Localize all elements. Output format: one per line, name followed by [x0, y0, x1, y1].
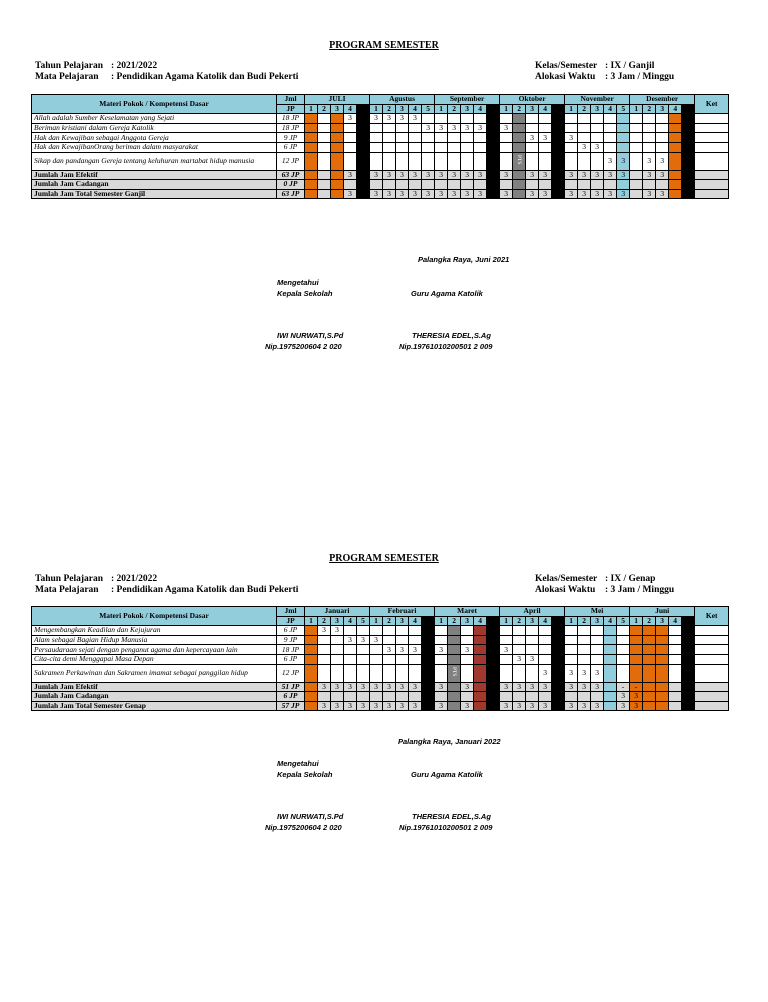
materi-cell: Beriman kristiani dalam Gereja Katolik [32, 123, 277, 133]
week-number: 2 [383, 616, 396, 626]
jp-cell: 12 JP [277, 152, 305, 170]
pts-label: PTS [516, 155, 523, 165]
schedule-cell: 3 [617, 152, 630, 170]
header-ket: Ket [695, 95, 729, 114]
schedule-cell: 3 [630, 692, 643, 702]
schedule-cell: - [630, 682, 643, 692]
month-header: Agustus [370, 95, 435, 105]
schedule-cell: 3 [656, 189, 669, 199]
kepala-sekolah-label: Kepala Sekolah [277, 770, 333, 779]
month-header: Maret [435, 607, 500, 617]
schedule-cell: 3 [383, 189, 396, 199]
week-number [682, 616, 695, 626]
week-number: 4 [539, 616, 552, 626]
schedule-cell: 3 [578, 701, 591, 711]
sum-efektif-label: Jumlah Jam Efektif [32, 170, 277, 180]
week-number: 3 [526, 616, 539, 626]
schedule-cell: 3 [409, 645, 422, 655]
jp-cell: 9 JP [277, 635, 305, 645]
guru-name: THERESIA EDEL,S.Ag [412, 331, 491, 340]
schedule-cell: 3 [539, 133, 552, 143]
schedule-cell: 3 [461, 682, 474, 692]
week-number: 4 [409, 616, 422, 626]
schedule-cell: 3 [357, 635, 370, 645]
schedule-cell: 3 [539, 701, 552, 711]
schedule-cell: 3 [344, 114, 357, 124]
schedule-cell: 3 [461, 123, 474, 133]
materi-cell: Hak dan KewajibanOrang beriman dalam masyarakat [32, 142, 277, 152]
week-number [487, 616, 500, 626]
schedule-cell: 3 [578, 189, 591, 199]
schedule-cell: 3 [643, 189, 656, 199]
schedule-cell: 3 [591, 701, 604, 711]
schedule-cell: 3 [513, 701, 526, 711]
schedule-cell: 3 [630, 701, 643, 711]
pts-label: PTS [451, 667, 458, 677]
materi-cell: Cita-cita demi Menggapai Masa Depan [32, 654, 277, 664]
month-header: Juni [630, 607, 695, 617]
schedule-cell: 3 [461, 701, 474, 711]
materi-cell: Hak dan Kewajiban sebagai Anggota Gereja [32, 133, 277, 143]
schedule-cell: 3 [344, 189, 357, 199]
schedule-cell: 3 [435, 645, 448, 655]
schedule-cell: 3 [344, 635, 357, 645]
jp-cell: 6 JP [277, 626, 305, 636]
week-number: 1 [305, 104, 318, 114]
tahun-label: Tahun Pelajaran [35, 61, 104, 71]
week-number: 1 [500, 616, 513, 626]
header-jp: JP [277, 104, 305, 114]
schedule-cell: 3 [396, 682, 409, 692]
schedule-cell: 3 [617, 189, 630, 199]
week-number: 1 [435, 616, 448, 626]
schedule-cell: 3 [422, 170, 435, 180]
schedule-cell: 3 [513, 654, 526, 664]
schedule-cell: 3 [500, 123, 513, 133]
month-header: Oktober [500, 95, 565, 105]
schedule-cell: 3 [526, 189, 539, 199]
jp-cell: 9 JP [277, 133, 305, 143]
schedule-cell: 3 [331, 626, 344, 636]
month-header: Desember [630, 95, 695, 105]
header-materi: Materi Pokok / Kompetensi Dasar [32, 95, 277, 114]
jp-cell: 18 JP [277, 123, 305, 133]
schedule-cell: 3 [318, 626, 331, 636]
sum-total-jp: 57 JP [277, 701, 305, 711]
materi-cell: Persaudaraan sejati dengan penganut agama dan kepercayaan lain [32, 645, 277, 655]
schedule-cell: 3 [578, 142, 591, 152]
kepala-nip: Nip.1975200604 2 020 [265, 342, 342, 351]
week-number: 1 [565, 616, 578, 626]
jp-cell: 6 JP [277, 654, 305, 664]
sum-efektif-jp: 63 JP [277, 170, 305, 180]
week-number: 2 [318, 616, 331, 626]
schedule-cell: 3 [396, 189, 409, 199]
guru-label: Guru Agama Katolik [411, 289, 483, 298]
week-number: 3 [461, 104, 474, 114]
schedule-cell: 3 [383, 645, 396, 655]
schedule-cell: 3 [604, 152, 617, 170]
tahun-value: : 2021/2022 [111, 574, 158, 584]
week-number: 2 [643, 104, 656, 114]
week-number: 2 [578, 616, 591, 626]
week-number: 3 [331, 104, 344, 114]
schedule-cell: 3 [578, 170, 591, 180]
schedule-cell: 3 [370, 701, 383, 711]
schedule-cell: 3 [565, 701, 578, 711]
schedule-cell: 3 [344, 682, 357, 692]
kepala-name: IWI NURWATI,S.Pd [277, 812, 344, 821]
schedule-cell: 3 [565, 133, 578, 143]
schedule-cell: 3 [461, 170, 474, 180]
schedule-cell: 3 [370, 635, 383, 645]
week-number: 4 [344, 104, 357, 114]
schedule-cell: - [617, 682, 630, 692]
week-number: 3 [461, 616, 474, 626]
month-header: JULI [305, 95, 370, 105]
tahun-value: : 2021/2022 [111, 61, 158, 71]
schedule-cell: 3 [617, 701, 630, 711]
schedule-cell: 3 [526, 654, 539, 664]
jp-cell: 6 JP [277, 142, 305, 152]
schedule-cell: 3 [656, 170, 669, 180]
schedule-cell: 3 [370, 682, 383, 692]
header-ket: Ket [695, 607, 729, 626]
schedule-cell: 3 [565, 664, 578, 682]
sum-cadangan-jp: 6 JP [277, 692, 305, 702]
schedule-cell: 3 [578, 664, 591, 682]
week-number: 3 [591, 104, 604, 114]
place-date: Palangka Raya, Januari 2022 [398, 737, 501, 746]
schedule-cell: 3 [409, 114, 422, 124]
guru-nip: Nip.19761010200501 2 009 [399, 342, 493, 351]
week-number: 5 [617, 616, 630, 626]
week-number: 1 [565, 104, 578, 114]
week-number: 3 [396, 616, 409, 626]
page-title: PROGRAM SEMESTER [329, 40, 439, 51]
week-number [422, 616, 435, 626]
schedule-cell: 3 [604, 170, 617, 180]
schedule-cell: 3 [383, 682, 396, 692]
week-number: 2 [448, 616, 461, 626]
header-info-right [535, 574, 674, 596]
schedule-cell: 3 [383, 701, 396, 711]
schedule-cell: 3 [396, 114, 409, 124]
week-number: 1 [305, 616, 318, 626]
schedule-cell: 3 [591, 682, 604, 692]
alokasi-label: Alokasi Waktu [535, 72, 596, 82]
schedule-cell: 3 [539, 189, 552, 199]
schedule-cell: 3 [370, 114, 383, 124]
materi-cell: Alam sebagai Bagian Hidup Manusia [32, 635, 277, 645]
header-info-right [535, 61, 674, 83]
schedule-cell: 3 [435, 189, 448, 199]
schedule-cell: 3 [435, 682, 448, 692]
schedule-cell: 3 [383, 170, 396, 180]
mapel-value: : Pendidikan Agama Katolik dan Budi Pekerti [111, 585, 299, 595]
guru-nip: Nip.19761010200501 2 009 [399, 823, 493, 832]
week-number: 4 [344, 616, 357, 626]
month-header: November [565, 95, 630, 105]
schedule-cell: 3 [474, 170, 487, 180]
schedule-cell: 3 [617, 170, 630, 180]
schedule-cell: 3 [344, 170, 357, 180]
sum-total-label: Jumlah Jam Total Semester Ganjil [32, 189, 277, 199]
kepala-sekolah-label: Kepala Sekolah [277, 289, 333, 298]
schedule-cell: 3 [591, 142, 604, 152]
mapel-label: Mata Pelajaran [35, 72, 99, 82]
schedule-cell: 3 [461, 189, 474, 199]
week-number: 2 [448, 104, 461, 114]
header-jml: Jml [277, 95, 305, 105]
week-number: 3 [331, 616, 344, 626]
schedule-cell: 3 [422, 189, 435, 199]
schedule-cell: 3 [396, 701, 409, 711]
schedule-cell: 3 [357, 701, 370, 711]
schedule-cell: 3 [409, 682, 422, 692]
alokasi-value: : 3 Jam / Minggu [605, 585, 675, 595]
week-number: 1 [370, 104, 383, 114]
schedule-cell: 3 [448, 170, 461, 180]
mengetahui-label: Mengetahui [277, 278, 319, 287]
week-number: 4 [604, 616, 617, 626]
week-number: 3 [396, 104, 409, 114]
alokasi-label: Alokasi Waktu [535, 585, 596, 595]
week-number: 2 [513, 616, 526, 626]
schedule-cell: 3 [643, 152, 656, 170]
schedule-cell: 3 [526, 170, 539, 180]
kepala-nip: Nip.1975200604 2 020 [265, 823, 342, 832]
schedule-cell: 3 [526, 701, 539, 711]
week-number [487, 104, 500, 114]
schedule-cell: 3 [370, 189, 383, 199]
mapel-label: Mata Pelajaran [35, 585, 99, 595]
week-number: 4 [604, 104, 617, 114]
sum-cadangan-label: Jumlah Jam Cadangan [32, 692, 277, 702]
week-number: 1 [630, 616, 643, 626]
week-number: 2 [383, 104, 396, 114]
schedule-cell: 3 [383, 114, 396, 124]
month-header: September [435, 95, 500, 105]
schedule-cell: 3 [526, 682, 539, 692]
guru-label: Guru Agama Katolik [411, 770, 483, 779]
week-number: 1 [370, 616, 383, 626]
sum-total-label: Jumlah Jam Total Semester Genap [32, 701, 277, 711]
header-info-left [35, 574, 298, 596]
schedule-cell: 3 [500, 189, 513, 199]
mapel-value: : Pendidikan Agama Katolik dan Budi Pekerti [111, 72, 299, 82]
schedule-cell: 3 [448, 189, 461, 199]
month-header: Januari [305, 607, 370, 617]
week-number [682, 104, 695, 114]
schedule-cell: 3 [409, 701, 422, 711]
header-jp: JP [277, 616, 305, 626]
week-number [552, 104, 565, 114]
schedule-cell: 3 [357, 682, 370, 692]
kelas-value: : IX / Ganjil [605, 61, 655, 71]
schedule-cell: 3 [565, 682, 578, 692]
week-number: 4 [474, 616, 487, 626]
sum-total-jp: 63 JP [277, 189, 305, 199]
schedule-cell: 3 [474, 189, 487, 199]
schedule-cell: 3 [318, 701, 331, 711]
schedule-cell: 3 [331, 701, 344, 711]
schedule-cell: 3 [539, 664, 552, 682]
alokasi-value: : 3 Jam / Minggu [605, 72, 675, 82]
week-number: 1 [630, 104, 643, 114]
kelas-label: Kelas/Semester [535, 61, 598, 71]
sum-efektif-jp: 51 JP [277, 682, 305, 692]
schedule-cell: 3 [500, 701, 513, 711]
kelas-value: : IX / Genap [605, 574, 656, 584]
schedule-cell: 3 [578, 682, 591, 692]
schedule-cell: 3 [409, 170, 422, 180]
sum-cadangan-jp: 0 JP [277, 180, 305, 190]
schedule-cell: 3 [370, 170, 383, 180]
schedule-cell: 3 [539, 682, 552, 692]
tahun-label: Tahun Pelajaran [35, 574, 104, 584]
schedule-cell: 3 [435, 170, 448, 180]
week-number: 2 [578, 104, 591, 114]
sum-cadangan-label: Jumlah Jam Cadangan [32, 180, 277, 190]
week-number: 4 [474, 104, 487, 114]
week-number: 3 [591, 616, 604, 626]
kepala-name: IWI NURWATI,S.Pd [277, 331, 344, 340]
sum-efektif-label: Jumlah Jam Efektif [32, 682, 277, 692]
materi-cell: Sikap dan pandangan Gereja tentang keluhuran martabat hidup manusia [32, 152, 277, 170]
week-number: 2 [513, 104, 526, 114]
schedule-cell: 3 [448, 123, 461, 133]
materi-cell: Sakramen Perkawinan dan Sakramen imamat sebagai panggilan hidup [32, 664, 277, 682]
schedule-table-ganjil [31, 94, 729, 199]
schedule-cell: 3 [513, 682, 526, 692]
month-header: Mei [565, 607, 630, 617]
schedule-cell: 3 [396, 645, 409, 655]
week-number: 5 [617, 104, 630, 114]
place-date: Palangka Raya, Juni 2021 [418, 255, 510, 264]
week-number: 1 [435, 104, 448, 114]
schedule-cell: 3 [331, 682, 344, 692]
jp-cell: 18 JP [277, 114, 305, 124]
schedule-cell: 3 [409, 189, 422, 199]
schedule-cell: 3 [461, 645, 474, 655]
schedule-cell: 3 [539, 170, 552, 180]
week-number: 3 [656, 616, 669, 626]
page-title: PROGRAM SEMESTER [329, 553, 439, 564]
week-number: 4 [669, 104, 682, 114]
guru-name: THERESIA EDEL,S.Ag [412, 812, 491, 821]
jp-cell: 18 JP [277, 645, 305, 655]
schedule-cell: 3 [565, 189, 578, 199]
week-number: 1 [500, 104, 513, 114]
schedule-cell: 3 [617, 692, 630, 702]
materi-cell: Mengembangkan Keadilan dan Kejujuran [32, 626, 277, 636]
schedule-cell: 3 [591, 189, 604, 199]
week-number: 4 [409, 104, 422, 114]
header-jml: Jml [277, 607, 305, 617]
schedule-cell: 3 [656, 152, 669, 170]
month-header: Februari [370, 607, 435, 617]
kelas-label: Kelas/Semester [535, 574, 598, 584]
schedule-cell: 3 [435, 701, 448, 711]
schedule-cell: 3 [500, 682, 513, 692]
schedule-cell: 3 [344, 701, 357, 711]
schedule-cell: 3 [565, 170, 578, 180]
week-number [357, 104, 370, 114]
schedule-cell: 3 [435, 123, 448, 133]
mengetahui-label: Mengetahui [277, 759, 319, 768]
schedule-cell: 3 [396, 170, 409, 180]
schedule-cell: 3 [591, 664, 604, 682]
week-number: 3 [656, 104, 669, 114]
week-number: 3 [526, 104, 539, 114]
jp-cell: 12 JP [277, 664, 305, 682]
schedule-cell: 3 [500, 170, 513, 180]
schedule-cell: 3 [604, 189, 617, 199]
schedule-cell: 3 [474, 123, 487, 133]
header-info-left [35, 61, 298, 83]
week-number: 2 [318, 104, 331, 114]
schedule-cell: 3 [318, 682, 331, 692]
schedule-cell: 3 [643, 170, 656, 180]
week-number: 4 [669, 616, 682, 626]
week-number: 5 [422, 104, 435, 114]
week-number: 4 [539, 104, 552, 114]
schedule-table-genap [31, 606, 729, 711]
week-number: 2 [643, 616, 656, 626]
schedule-cell: 3 [591, 170, 604, 180]
month-header: April [500, 607, 565, 617]
schedule-cell: 3 [500, 645, 513, 655]
schedule-cell: 3 [422, 123, 435, 133]
week-number [552, 616, 565, 626]
materi-cell: Allah adalah Sumber Keselamatan yang Sejati [32, 114, 277, 124]
header-materi: Materi Pokok / Kompetensi Dasar [32, 607, 277, 626]
schedule-cell: 3 [526, 133, 539, 143]
week-number: 5 [357, 616, 370, 626]
